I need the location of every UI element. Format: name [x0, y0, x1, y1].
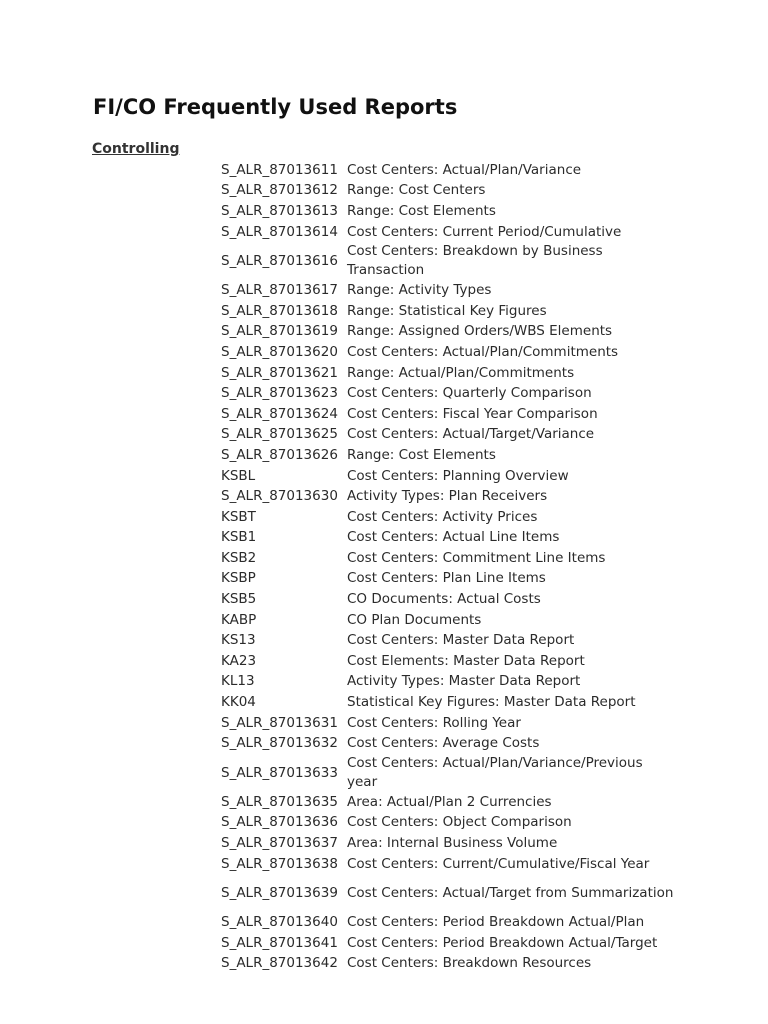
table-row	[221, 692, 677, 713]
table-row	[221, 813, 677, 834]
report-description: Cost Centers: Quarterly Comparison	[347, 385, 592, 402]
report-code: KSB1	[221, 529, 257, 546]
report-code: S_ALR_87013638	[221, 855, 338, 872]
report-code: S_ALR_87013617	[221, 282, 338, 299]
report-description: Cost Centers: Period Breakdown Actual/Plan	[347, 914, 645, 931]
report-code: S_ALR_87013624	[221, 405, 338, 422]
report-code: S_ALR_87013633	[221, 764, 338, 781]
report-description: Cost Centers: Object Comparison	[347, 814, 572, 831]
table-row	[221, 242, 677, 280]
table-row	[221, 425, 677, 446]
report-description: Cost Centers: Rolling Year	[347, 714, 521, 731]
report-description: Range: Cost Elements	[347, 446, 496, 463]
report-code: S_ALR_87013637	[221, 835, 338, 852]
report-code: S_ALR_87013635	[221, 793, 338, 810]
table-row	[221, 589, 677, 610]
report-code: KSB2	[221, 549, 257, 566]
report-description: CO Plan Documents	[347, 611, 482, 628]
report-code: KK04	[221, 694, 256, 711]
report-description: Range: Assigned Orders/WBS Elements	[347, 323, 613, 340]
report-description: Cost Centers: Planning Overview	[347, 467, 569, 484]
report-description: Cost Centers: Commitment Line Items	[347, 549, 606, 566]
report-code: S_ALR_87013625	[221, 426, 338, 443]
report-code: KSBP	[221, 570, 256, 587]
table-row	[221, 160, 677, 181]
report-description: Cost Centers: Activity Prices	[347, 508, 538, 525]
table-row	[221, 651, 677, 672]
report-code: S_ALR_87013611	[221, 161, 338, 178]
report-code: S_ALR_87013641	[221, 934, 338, 951]
report-description: Cost Centers: Actual/Plan/Variance/Previous year	[347, 755, 643, 791]
report-code: S_ALR_87013636	[221, 814, 338, 831]
report-code: S_ALR_87013632	[221, 735, 338, 752]
table-row	[221, 486, 677, 507]
report-description: Cost Centers: Actual/Plan/Commitments	[347, 343, 619, 360]
report-description: Cost Centers: Current/Cumulative/Fiscal Year	[347, 855, 650, 872]
table-row	[221, 404, 677, 425]
report-description: Cost Centers: Master Data Report	[347, 632, 575, 649]
table-row	[221, 933, 677, 954]
table-row	[221, 713, 677, 734]
table-row	[221, 383, 677, 404]
report-code: S_ALR_87013619	[221, 323, 338, 340]
report-description: Activity Types: Master Data Report	[347, 673, 581, 690]
table-row	[221, 792, 677, 813]
report-description: Cost Centers: Actual/Plan/Variance	[347, 161, 582, 178]
report-table-body	[221, 160, 677, 974]
report-description: Cost Centers: Period Breakdown Actual/Target	[347, 934, 658, 951]
table-row	[221, 181, 677, 202]
report-code: KABP	[221, 611, 257, 628]
table-row	[221, 466, 677, 487]
report-description: Area: Internal Business Volume	[347, 835, 558, 852]
table-row	[221, 912, 677, 933]
table-row	[221, 672, 677, 693]
table-row	[221, 754, 677, 792]
table-row	[221, 301, 677, 322]
table-row	[221, 528, 677, 549]
report-description: Cost Centers: Plan Line Items	[347, 570, 546, 587]
table-row	[221, 569, 677, 590]
page-title: FI/CO Frequently Used Reports	[93, 95, 458, 119]
table-row	[221, 733, 677, 754]
report-description: Range: Activity Types	[347, 282, 492, 299]
report-description: Cost Centers: Fiscal Year Comparison	[347, 405, 598, 422]
report-description: Range: Cost Elements	[347, 202, 496, 219]
report-description: Activity Types: Plan Receivers	[347, 488, 548, 505]
report-code: S_ALR_87013631	[221, 714, 338, 731]
report-description: Area: Actual/Plan 2 Currencies	[347, 793, 552, 810]
report-description: Cost Centers: Average Costs	[347, 735, 540, 752]
report-code: S_ALR_87013621	[221, 364, 338, 381]
table-row	[221, 201, 677, 222]
table-row	[221, 322, 677, 343]
report-description: Range: Cost Centers	[347, 182, 486, 199]
report-code: S_ALR_87013612	[221, 182, 338, 199]
report-description: CO Documents: Actual Costs	[347, 591, 541, 608]
report-code: S_ALR_87013626	[221, 446, 338, 463]
table-row	[221, 363, 677, 384]
report-description: Range: Statistical Key Figures	[347, 302, 547, 319]
report-description: Cost Elements: Master Data Report	[347, 652, 585, 669]
report-code: S_ALR_87013616	[221, 252, 338, 269]
table-row	[221, 507, 677, 528]
report-code: S_ALR_87013623	[221, 385, 338, 402]
report-description: Range: Actual/Plan/Commitments	[347, 364, 575, 381]
report-code: S_ALR_87013639	[221, 884, 338, 901]
report-description: Cost Centers: Actual/Target from Summarization	[347, 884, 674, 901]
table-row	[221, 833, 677, 854]
table-row	[221, 548, 677, 569]
table-row	[221, 854, 677, 875]
report-code: KSB5	[221, 591, 257, 608]
table-row	[221, 445, 677, 466]
table-row	[221, 630, 677, 651]
report-table	[221, 160, 677, 974]
table-row	[221, 874, 677, 912]
report-code: KS13	[221, 632, 256, 649]
table-row	[221, 222, 677, 243]
report-code: S_ALR_87013642	[221, 955, 338, 972]
report-description: Statistical Key Figures: Master Data Report	[347, 694, 636, 711]
table-row	[221, 280, 677, 301]
section-heading-controlling[interactable]: Controlling	[92, 141, 180, 157]
report-description: Cost Centers: Actual/Target/Variance	[347, 426, 595, 443]
report-code: S_ALR_87013630	[221, 488, 338, 505]
report-description: Cost Centers: Breakdown Resources	[347, 955, 592, 972]
table-row	[221, 610, 677, 631]
report-description: Cost Centers: Current Period/Cumulative	[347, 223, 622, 240]
report-code: KSBL	[221, 467, 256, 484]
report-code: S_ALR_87013640	[221, 914, 338, 931]
report-code: KL13	[221, 673, 255, 690]
report-code: S_ALR_87013614	[221, 223, 338, 240]
table-row	[221, 954, 677, 975]
table-row	[221, 342, 677, 363]
report-code: S_ALR_87013613	[221, 202, 338, 219]
report-code: KSBT	[221, 508, 256, 525]
report-description: Cost Centers: Actual Line Items	[347, 529, 560, 546]
report-code: S_ALR_87013620	[221, 343, 338, 360]
report-description: Cost Centers: Breakdown by Business Transaction	[347, 243, 603, 279]
report-code: KA23	[221, 652, 257, 669]
report-code: S_ALR_87013618	[221, 302, 338, 319]
